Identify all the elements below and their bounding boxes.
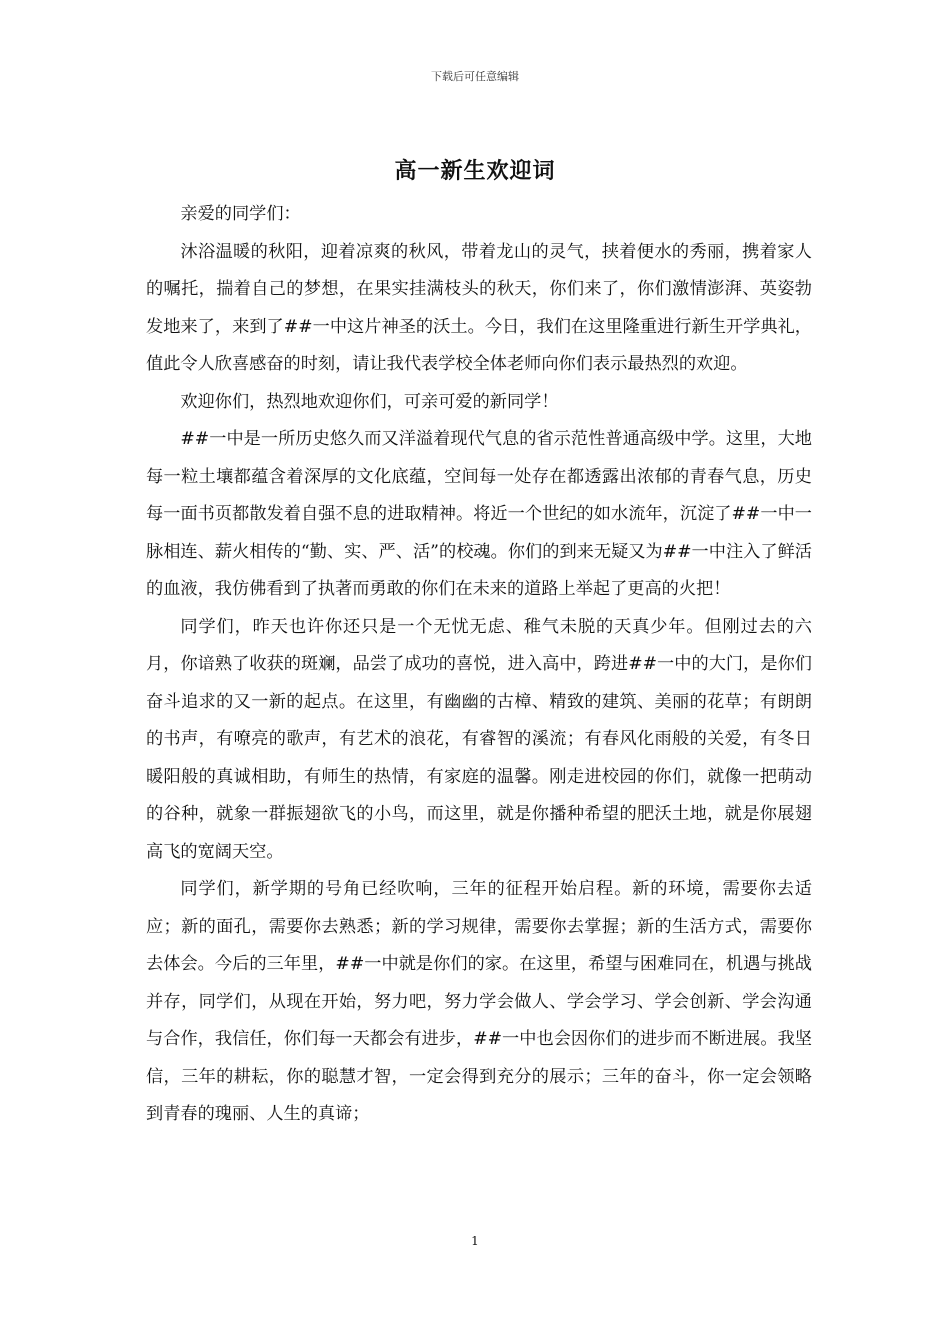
paragraph-4: 同学们，昨天也许你还只是一个无忧无虑、稚气未脱的天真少年。但刚过去的六月，你谙熟了收获的斑斓，品尝了成功的喜悦，进入高中，跨进##一中的大门，是你们奋斗追求的又一新的起点。在这里，有幽幽的古樟、精致的建筑、美丽的花草；有朗朗的书声，有嘹亮的歌声，有艺术的浪花，有睿智的溪流；有春风化雨般的关爱，有冬日暖阳般的真诚相助，有师生的热情，有家庭的温馨。刚走进校园的你们，就像一把萌动的谷种，就象一群振翅欲飞的小鸟，而这里，就是你播种希望的肥沃土地，就是你展翅高飞的宽阔天空。: [146, 616, 812, 862]
paragraph-1: 沐浴温暖的秋阳，迎着凉爽的秋风，带着龙山的灵气，挟着便水的秀丽，携着家人的嘱托，揣着自己的梦想，在果实挂满枝头的秋天，你们来了，你们激情澎湃、英姿勃发地来了，来到了##一中这片神圣的沃土。今日，我们在这里隆重进行新生开学典礼，值此令人欣喜感奋的时刻，请让我代表学校全体老师向你们表示最热烈的欢迎。: [146, 241, 812, 374]
document-body: [146, 196, 812, 1134]
paragraph-2: 欢迎你们，热烈地欢迎你们，可亲可爱的新同学！: [180, 391, 559, 412]
header-note: 下载后可任意编辑: [431, 70, 519, 83]
salutation: 亲爱的同学们：: [180, 204, 301, 224]
document-title: 高一新生欢迎词: [394, 158, 556, 184]
paragraph-3: ##一中是一所历史悠久而又洋溢着现代气息的省示范性普通高级中学。这里，大地每一粒土壤都蕴含着深厚的文化底蕴，空间每一处存在都透露出浓郁的青春气息，历史每一面书页都散发着自强不息的进取精神。将近一个世纪的如水流年，沉淀了##一中一脉相连、薪火相传的“勤、实、严、活”的校魂。你们的到来无疑又为##一中注入了鲜活的血液，我仿佛看到了执著而勇敢的你们在未来的道路上举起了更高的火把！: [146, 429, 812, 599]
page-number: 1: [471, 1234, 479, 1248]
paragraph-5: 同学们，新学期的号角已经吹响，三年的征程开始启程。新的环境，需要你去适应；新的面孔，需要你去熟悉；新的学习规律，需要你去掌握；新的生活方式，需要你去体会。今后的三年里，##一中就是你们的家。在这里，希望与困难同在，机遇与挑战并存，同学们，从现在开始，努力吧，努力学会做人、学会学习、学会创新、学会沟通与合作，我信任，你们每一天都会有进步，##一中也会因你们的进步而不断进展。我坚信，三年的耕耘，你的聪慧才智，一定会得到充分的展示；三年的奋斗，你一定会领略到青春的瑰丽、人生的真谛；: [146, 879, 812, 1124]
